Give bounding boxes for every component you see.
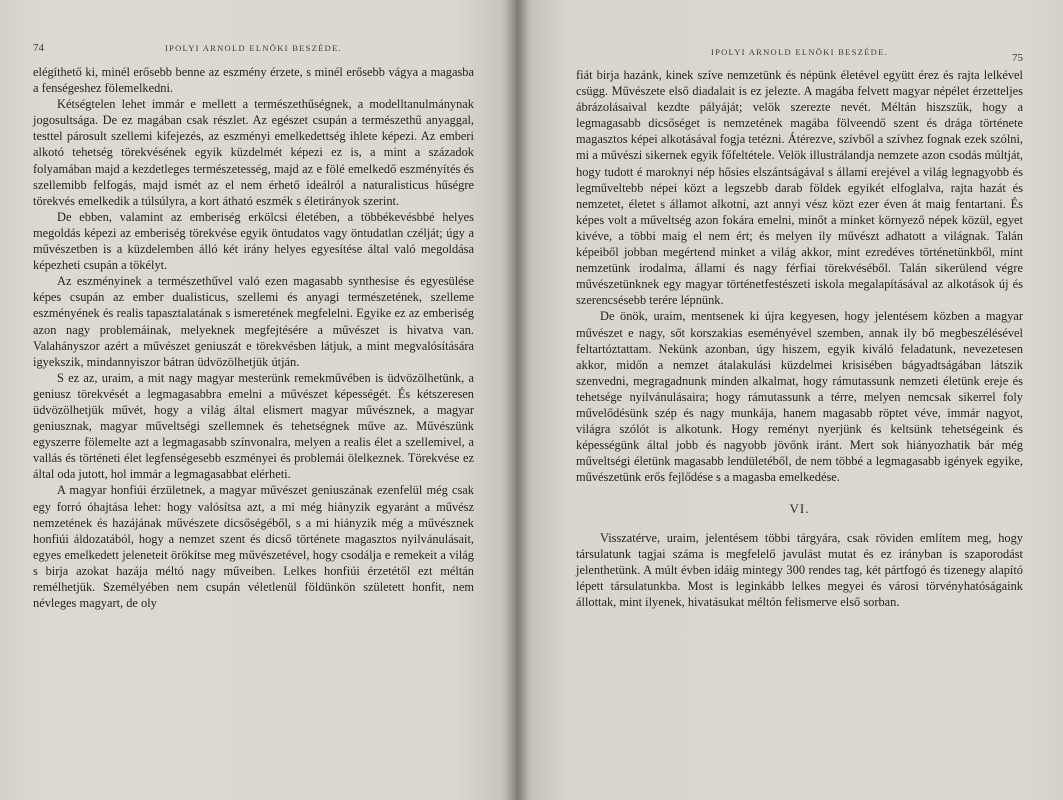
left-paragraph: De ebben, valamint az emberiség erkölcsi életében, a többékevésbbé helyes megoldás képezi az emberiség törekvése egyik öntudatos vagy öntudatlan czélját; úgy a művészetben is a küzdelemben álló két irány helyes egyesítése által való megoldása képezheti csupán a tökélyt. xyxy=(33,209,474,273)
right-paragraph: Visszatérve, uraim, jelentésem többi tárgyára, csak röviden említem meg, hogy társulatunk tagjai száma is megfelelő javulást mutat és ez irányban is szaporodást jelenthetünk. A múlt évben idáig mintegy 300 rendes tag, két pártfogó és tizenegy alapító lépett társulatunkba. Most is leginkább lelkes megyei és városi törvényhatóságaink állottak, mint ilyenek, hivatásukat méltón felismerve első sorban. xyxy=(576,530,1023,609)
left-running-head-title: IPOLYI ARNOLD ELNÖKI BESZÉDE. xyxy=(164,43,343,53)
right-paragraph: De önök, uraim, mentsenek ki újra kegyesen, hogy jelentésem közben a magyar művészet e nagy, sőt korszakias eseményével szemben, annak ily bő megbeszélésével feltartóztattam. Nekünk azonban, úgy hiszem, egyik kiváló feladatunk, nevezetesen akkor, midőn a nemzet átalakulási küzdelmei krisisében bágyadtságában látszik szenvedni, megragadnunk minden alkalmat, hogy rámutassunk nemzeti életünk ereje és tehetsége nyilvánulásaira; hogy rámutassunk a térre, melyen nemcsak sikerrel foly művelődésünk szép és nagy munkája, hanem magasabb röptet véve, immár nagyot, világra szólót is alkotunk. Hogy reményt nyerjünk és keltsünk tehetségeink és képességünk által jobb és nagyobb jövőnk iránt. Mert sok hiányozhatik bár még műveltségi életünk magasabb lendületéből, de nem többé a legmagasabb igények egyike, művészetünk erős fejlődése s a magasba emelkedése. xyxy=(576,309,1023,485)
right-page xyxy=(516,0,1063,800)
left-page xyxy=(0,0,516,800)
right-running-head-title: IPOLYI ARNOLD ELNÖKI BESZÉDE. xyxy=(710,47,889,57)
right-page-number: 75 xyxy=(1012,52,1023,64)
left-body-text xyxy=(33,64,474,611)
left-running-head xyxy=(33,38,474,56)
left-paragraph: A magyar honfiúi érzületnek, a magyar művészet geniuszának ezenfelül még csak egy forró óhajtása lehet: hogy valósítsa azt, a mi még hiányzik egyaránt a művész nemzetének és hazájának művészete dicsőségéből, s a mi hiányzik még a művésznek honfiúi áldozatából, hogy a nemzet szent és dicső története magasztos nyilvánulásait, egyes emelkedett jeleneteit örökítse meg művészetével, hogy csodálja e remekeit a világ s birja azokat hazája méltó nagy műveiben. Lelkes honfiúi érzetétől ezt méltán remélhetjük. Személyében nem csupán véletlenül földünkön született honfit, nem névleges magyart, de oly xyxy=(33,483,474,611)
right-body-text xyxy=(576,67,1023,610)
left-paragraph: Az eszményinek a természethűvel való ezen magasabb synthesise és egyesülése képes csupán az ember dualisticus, szellemi és anyagi természetének, szelleme eszményének és realis tapasztalatának s ismeretének megfelelni. Egyike ez az emberiség azon nagy problemáinak, melyeknek megfejtésére a művészet is hivatva van. Valahányszor azért a művészet geniuszát e törekvésben látjuk, a mint megvalósítására igyekszik, mindannyiszor bátran üdvözölhetjük útján. xyxy=(33,274,474,369)
right-running-head xyxy=(576,42,1023,64)
right-paragraph: fiát birja hazánk, kinek szíve nemzetünk és népünk életével együtt érez és rajta lelkével csügg. Művészete első diadalait is ez jelezte. A magába felvett magyar népélet érzetteljes ábrázolásaival kezdte pályáját; velök szerezte nevét. Méltán hiszszük, hogy a legmagasabb dicsőséget is nemzetének magába fölveendő szent és drága története magasztos képei alkotásával fogja tetézni. Átérezve, szívből a szívhez fognak ezek szólni, mi a művészi sikernek egyik főfeltétele. Velök illustrálandja nemzete azon csodás múltját, hogy tudott é maroknyi nép hősies elszántságával s állami erejével a világ legnagyobb és legműveltebb népei közt a legszebb darab földek egyikét elfoglalva, rajta hazát és nemzetet, életet s államot alkotni, azt annyi vész közt ezer éven át maig fentartani. És képes volt a műveltség azon fokára emelni, minőt a minket környező népek közül, egyet kivéve, a többi maig el nem ért; és melyen ily művészt adhatott a világnak. Talán képeiből jobban megértend minket a világ akkor, mint ezredéves történetünkből, mint nemzetünk irodalma, állami és nagy férfiai törekvéséből. Talán sikerülend végre művészetünknek egy magyar történetfestészeti iskola megalapításával az alkotások új és szerencsésebb terére lépnünk. xyxy=(576,68,1023,308)
left-paragraph: Kétségtelen lehet immár e mellett a természethűségnek, a modelltanulmánynak jogosultsága. De ez magában csak részlet. Az egészet csupán a természethű anyaggal, testtel párosult szellemi kifejezés, az eszményi emelkedettség ihlete képezi. Az emberi alkotó tehetség törekvésének egyik küzdelmét képezi ez is, a mint a századok folyamában majd a kezdetleges természetesség, majd az e fölé emelkedő eszményítés és szellemibb felfogás, majd ismét az el nem érhető ideálról a naturalisticus hűségre törekvés emelkedik a túlsúlyra, a kort átható eszmék s életirányok szerint. xyxy=(33,97,474,208)
left-paragraph: elégíthető ki, minél erősebb benne az eszmény érzete, s minél erősebb vágya a magasba a fenségeshez fölemelkedni. xyxy=(33,65,474,96)
section-heading: VI. xyxy=(789,501,810,517)
left-page-number: 74 xyxy=(33,42,44,54)
left-paragraph: S ez az, uraim, a mit nagy magyar mesterünk remekművében is üdvözölhetünk, a geniusz törekvését a legmagasabbra emelni a művészet képességét. És kétszeresen üdvözölhetjük művét, hogy a világ által elismert magyar művésznek, a magyar geniusznak, magyar műveltségi szellemnek és tehetségnek műve az. Művészünk egyszerre fölemelte azt a legmagasabb színvonalra, melyen a realis élet a szellemivel, a vallás és történeti élet legfenségesebb eszményei és problemái ölelkeznek. Törekvése ez által oda jutott, hol immár a legmagasabbat elérheti. xyxy=(33,370,474,482)
